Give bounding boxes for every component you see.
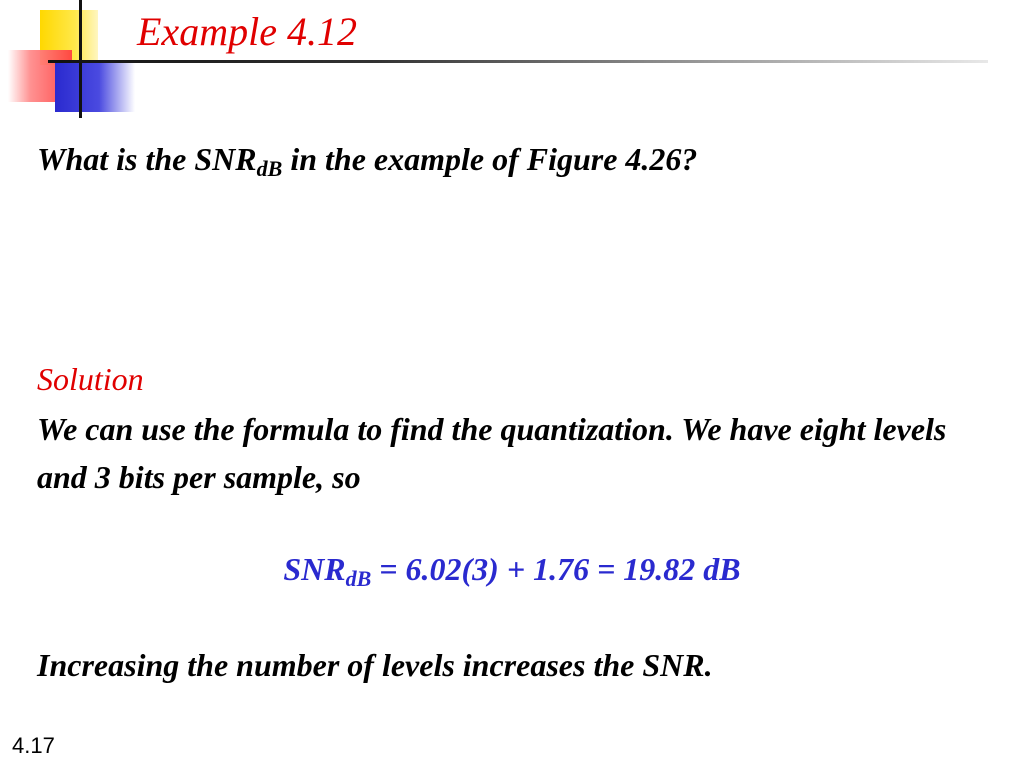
- question-prefix: What is the SNR: [37, 141, 257, 177]
- question-suffix: in the example of Figure 4.26?: [282, 141, 698, 177]
- solution-text: We can use the formula to find the quantization. We have eight levels and 3 bits per sample, so: [37, 411, 947, 495]
- snr-formula: [0, 550, 1024, 591]
- question-text: [37, 140, 698, 181]
- conclusion-text: Increasing the number of levels increases the SNR.: [37, 647, 713, 683]
- formula-prefix: SNR: [283, 551, 346, 587]
- solution-label: Solution: [37, 361, 144, 397]
- logo-blue-square: [55, 62, 135, 112]
- page-number: 4.17: [12, 733, 55, 758]
- formula-subscript: dB: [345, 566, 372, 591]
- question-subscript: dB: [256, 156, 283, 181]
- slide-title: Example 4.12: [137, 9, 357, 54]
- logo-vertical-line: [79, 0, 82, 118]
- formula-suffix: = 6.02(3) + 1.76 = 19.82 dB: [371, 551, 741, 587]
- title-underline: [48, 60, 988, 63]
